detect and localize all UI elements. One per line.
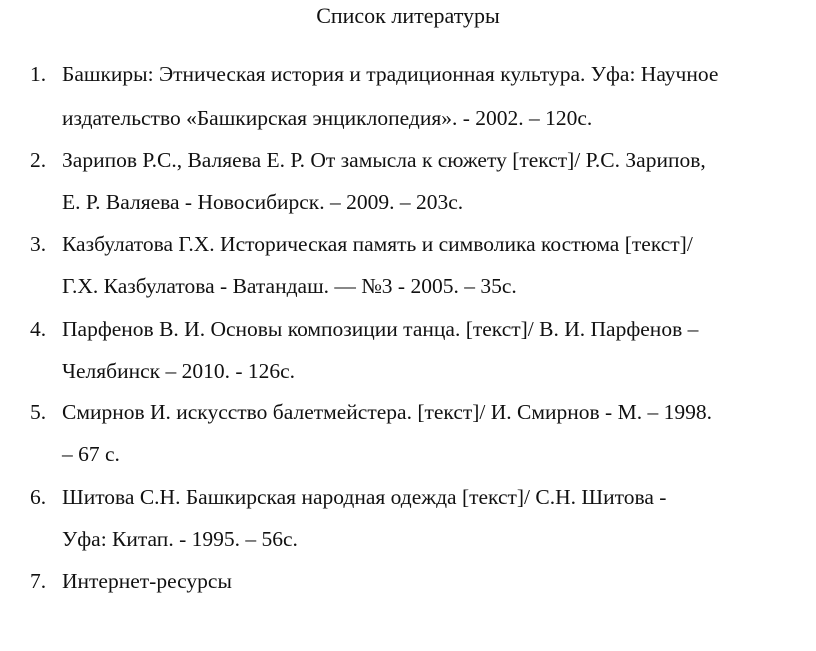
reference-number: 5. <box>30 400 47 424</box>
reference-line: – 67 с. <box>62 442 120 466</box>
reference-number: 3. <box>30 232 47 256</box>
reference-line: Г.Х. Казбулатова - Ватандаш. — №3 - 2005. – 35с. <box>62 274 517 298</box>
reference-number: 2. <box>30 148 47 172</box>
reference-number: 4. <box>30 317 47 341</box>
reference-number: 1. <box>30 62 47 86</box>
reference-number: 6. <box>30 485 47 509</box>
reference-line: Уфа: Китап. - 1995. – 56с. <box>62 527 298 551</box>
reference-line: Шитова С.Н. Башкирская народная одежда [текст]/ С.Н. Шитова - <box>62 485 667 509</box>
reference-line: Казбулатова Г.Х. Историческая память и символика костюма [текст]/ <box>62 232 693 256</box>
reference-number: 7. <box>30 569 47 593</box>
reference-line: издательство «Башкирская энциклопедия». - 2002. – 120с. <box>62 106 593 130</box>
reference-line: Е. Р. Валяева - Новосибирск. – 2009. – 203с. <box>62 190 464 214</box>
reference-line: Зарипов Р.С., Валяева Е. Р. От замысла к сюжету [текст]/ Р.С. Зарипов, <box>62 148 706 172</box>
reference-line: Парфенов В. И. Основы композиции танца. [текст]/ В. И. Парфенов – <box>62 317 699 341</box>
reference-line: Челябинск – 2010. - 126с. <box>62 359 296 383</box>
reference-line: Башкиры: Этническая история и традиционная культура. Уфа: Научное <box>62 62 719 86</box>
page-title: Список литературы <box>316 3 500 28</box>
reference-line: Смирнов И. искусство балетмейстера. [текст]/ И. Смирнов - М. – 1998. <box>62 400 712 424</box>
reference-line: Интернет-ресурсы <box>62 569 232 593</box>
